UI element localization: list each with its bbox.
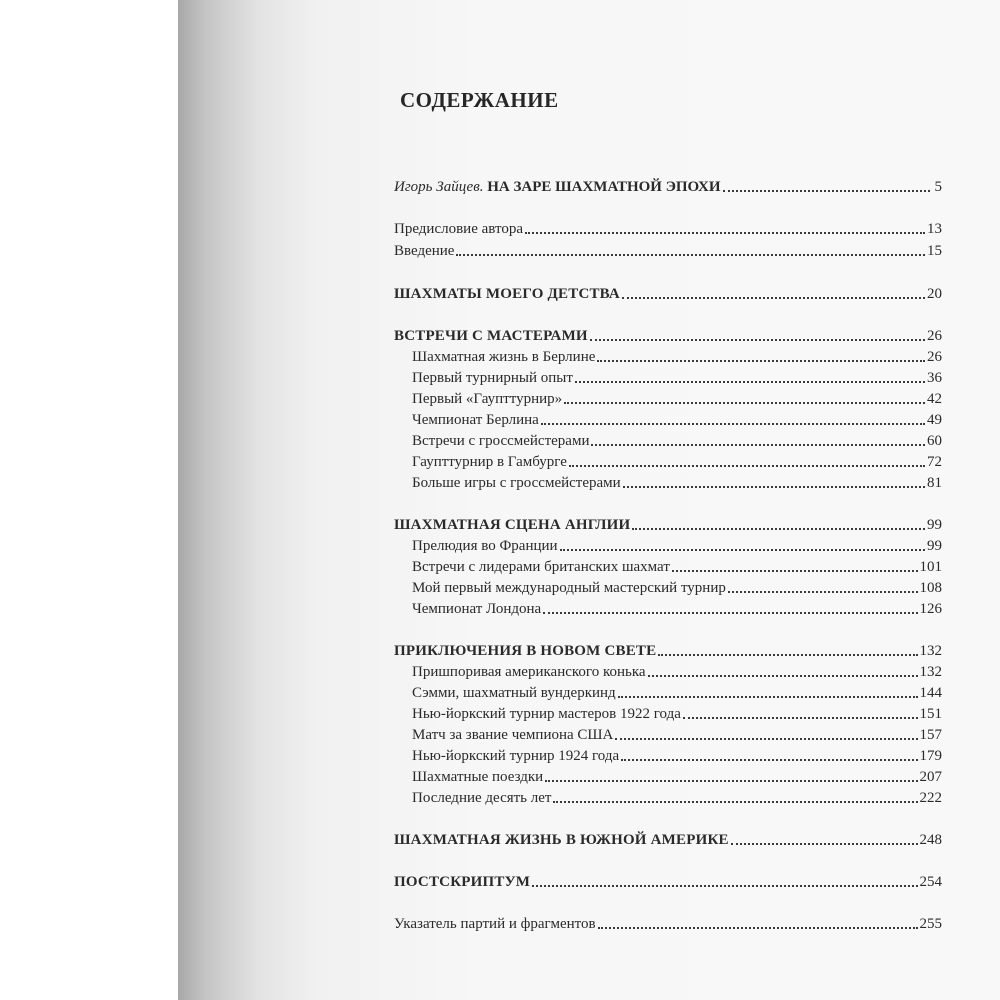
dot-leader — [525, 232, 925, 234]
dot-leader — [575, 381, 925, 383]
dot-leader — [560, 549, 925, 551]
dot-leader — [615, 738, 917, 740]
dot-leader — [553, 801, 917, 803]
dot-leader — [564, 402, 925, 404]
dot-leader — [532, 885, 917, 887]
dot-leader — [591, 444, 925, 446]
toc-entry — [394, 386, 942, 408]
dot-leader — [590, 339, 925, 341]
toc-entry-label: ШАХМАТНАЯ ЖИЗНЬ В ЮЖНОЙ АМЕРИКЕ — [394, 832, 729, 848]
toc-page-number: 81 — [927, 475, 942, 491]
dot-leader — [623, 486, 925, 488]
toc-page-number: 157 — [919, 727, 942, 743]
dot-leader — [622, 297, 925, 299]
toc-page-number: 20 — [927, 286, 942, 302]
toc-entry-label: ПРИКЛЮЧЕНИЯ В НОВОМ СВЕТЕ — [394, 643, 657, 659]
toc-entry-label: Первый «Гаупттурнир» — [412, 391, 563, 407]
toc-page-number: 207 — [919, 769, 942, 785]
toc-entry-label: Мой первый международный мастерский турнир — [412, 580, 726, 596]
dot-leader — [728, 591, 918, 593]
toc-entry-label: ВСТРЕЧИ С МАСТЕРАМИ — [394, 328, 588, 344]
toc-page-number: 151 — [919, 706, 942, 722]
toc-entry — [394, 638, 942, 660]
toc-entry — [394, 911, 942, 933]
dot-leader — [618, 696, 918, 698]
dot-leader — [632, 528, 925, 530]
toc-entry — [394, 344, 942, 366]
toc-page-number: 99 — [927, 517, 942, 533]
toc-entry-label: Прелюдия во Франции — [412, 538, 558, 554]
toc-entry — [394, 407, 942, 429]
toc-page-number: 36 — [927, 370, 942, 386]
toc-entry — [394, 659, 942, 681]
dot-leader — [541, 423, 925, 425]
toc-entry — [394, 281, 942, 303]
toc-entry-label: Шахматная жизнь в Берлине — [412, 349, 596, 365]
toc-page-number: 126 — [919, 601, 942, 617]
toc-entry-label: Предисловие автора — [394, 221, 523, 237]
toc-page-number: 132 — [919, 643, 942, 659]
toc-page-number: 72 — [927, 454, 942, 470]
toc-page-number: 254 — [919, 874, 942, 890]
toc-entry-label: Сэмми, шахматный вундеркинд — [412, 685, 616, 701]
dot-leader — [543, 612, 917, 614]
toc-entry — [394, 743, 942, 765]
toc-entry — [394, 827, 942, 849]
dot-leader — [621, 759, 917, 761]
toc-page-number: 49 — [927, 412, 942, 428]
toc-page-number: 132 — [919, 664, 942, 680]
toc-page-number: 26 — [927, 349, 942, 365]
dot-leader — [658, 654, 917, 656]
toc-page-number: 144 — [919, 685, 942, 701]
toc-entry-label: Матч за звание чемпиона США — [412, 727, 614, 743]
toc-entry-label — [394, 178, 721, 196]
toc-entry-label: Первый турнирный опыт — [412, 370, 573, 386]
toc-entry-label: Введение — [394, 243, 455, 259]
toc-entry — [394, 764, 942, 786]
dot-leader — [598, 927, 918, 929]
dot-leader — [597, 360, 925, 362]
toc-entry — [394, 428, 942, 450]
dot-leader — [723, 190, 930, 192]
toc-entry-label: Встречи с гроссмейстерами — [412, 433, 590, 449]
toc-page-number: 42 — [927, 391, 942, 407]
toc-entry — [394, 449, 942, 471]
toc-entry — [394, 722, 942, 744]
toc-page-number: 13 — [927, 221, 942, 237]
toc-entry — [394, 869, 942, 891]
dot-leader — [456, 254, 925, 256]
toc-entry-label: ШАХМАТНАЯ СЦЕНА АНГЛИИ — [394, 517, 631, 533]
toc-page-number: 101 — [919, 559, 942, 575]
toc-entry-label: Последние десять лет — [412, 790, 552, 806]
toc-entry-label: Пришпоривая американского конька — [412, 664, 646, 680]
toc-page-number: 179 — [919, 748, 942, 764]
dot-leader — [731, 843, 918, 845]
toc-entry — [394, 533, 942, 555]
toc-entry — [394, 238, 942, 260]
toc-intro-title: НА ЗАРЕ ШАХМАТНОЙ ЭПОХИ — [487, 179, 721, 195]
toc-page-number: 15 — [927, 243, 942, 259]
toc-entry — [394, 365, 942, 387]
toc-entry-label: Чемпионат Берлина — [412, 412, 539, 428]
toc-page-number: 255 — [919, 916, 942, 932]
toc-page-number: 222 — [919, 790, 942, 806]
page-title: СОДЕРЖАНИЕ — [400, 88, 559, 112]
toc-entry — [394, 554, 942, 576]
toc-entry — [394, 596, 942, 618]
toc-entry-label: ПОСТСКРИПТУМ — [394, 874, 531, 890]
toc-page-number: 108 — [919, 580, 942, 596]
toc-page-number: 99 — [927, 538, 942, 554]
toc-entry-label: Встречи с лидерами британских шахмат — [412, 559, 670, 575]
toc-entry-label: Гаупттурнир в Гамбурге — [412, 454, 567, 470]
toc-page-number: 60 — [927, 433, 942, 449]
toc-entry — [394, 785, 942, 807]
dot-leader — [545, 780, 917, 782]
toc-entry — [394, 680, 942, 702]
toc-page-number: 5 — [934, 179, 942, 195]
toc-entry-label: ШАХМАТЫ МОЕГО ДЕТСТВА — [394, 286, 620, 302]
dot-leader — [648, 675, 918, 677]
dot-leader — [683, 717, 918, 719]
toc-page-number: 26 — [927, 328, 942, 344]
toc-entry — [394, 470, 942, 492]
toc-entry-label: Нью-йоркский турнир 1924 года — [412, 748, 620, 764]
toc-author: Игорь Зайцев. — [394, 179, 484, 195]
toc-entry — [394, 323, 942, 345]
dot-leader — [672, 570, 918, 572]
toc-page-number: 248 — [919, 832, 942, 848]
toc-entry-label: Указатель партий и фрагментов — [394, 916, 596, 932]
toc-entry-label: Шахматные поездки — [412, 769, 544, 785]
toc-entry — [394, 216, 942, 238]
toc-entry — [394, 575, 942, 597]
toc-entry-label: Нью-йоркский турнир мастеров 1922 года — [412, 706, 681, 722]
book-page — [178, 0, 1000, 1000]
toc-entry-label: Больше игры с гроссмейстерами — [412, 475, 621, 491]
toc-entry-intro — [394, 174, 942, 196]
toc-entry-label: Чемпионат Лондона — [412, 601, 542, 617]
toc-entry — [394, 701, 942, 723]
toc-entry — [394, 512, 942, 534]
dot-leader — [569, 465, 925, 467]
